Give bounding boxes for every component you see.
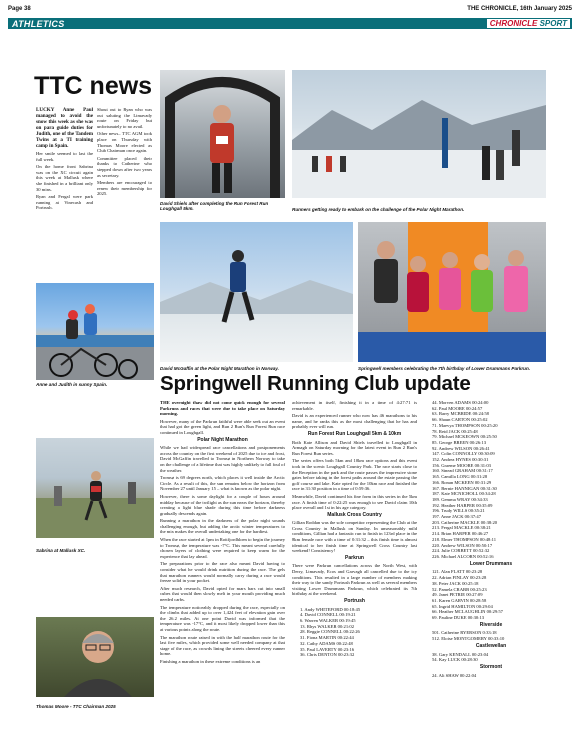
result-line: 1. Andy WHITEFORD 00:18:45 [300,606,361,612]
results-heading-lower-drummans: Lower Drummans [469,560,513,567]
photo-lower-drummans [358,222,546,362]
photo-sabrina [36,438,154,538]
results-heading-stormont: Stormont [479,663,503,670]
results-stormont: 24. Ali SHAW 00:22:04 [432,672,477,678]
finish-arch-image [160,70,285,198]
springwell-results-column [432,400,550,678]
result-line: 31. Fiona MARTIN 00:22:44 [300,635,354,641]
result-line: 35. Paul LAVERTY 00:23:16 [300,646,355,652]
photo-anne-judith [36,283,154,380]
subhead-parkrun: Parkrun [345,554,364,561]
result-line: 6. Warren WALKER 00:19:45 [300,618,356,623]
ttc-column-2: Shout out to Ryan who was out saluting the Limavady route on Friday but unfortunately to no avail. Other news– TTC AGM took place on Thursday with Thomas Moore elected as Club Chairman once again. Committee placed their thanks to Catherine who stepped down after two years as secretary. Members are encouraged to renew their membership for 2025. [97,107,152,197]
results-castlewellan: 38. Gary KENDALL 00:23:04 54. Kay LUCK 00:28:30 [432,651,489,663]
ttc-title: TTC news [34,72,153,100]
caption-anne-judith: Anne and Judith in sunny Spain. [36,382,108,387]
results-portrush-cont: 44. Morven ADAMS 00:24:00 62. Paul MOORE 00:24:57 63. Barry MCBRIDE 00:24:58 66. Shaun CARTON 00:25:02 71. Maevya THOMPSON 00:25:20 78. Reid JACK 00:25:48 79. Michael MCKEOWN 00:25:50 85. George BREEN 00:26:13 92. Andrew WILSON 00:26:41 147. Colin CONNOLLY 00:30:09 152. Andrea HYNES 00:30:31 156. Graeme MOORE 00:31:03 160. Sinead GRAHAM 00:31:17 165. Camilla LONG 00:31:28 166. Ronan MCKEEN 00:31:29 167. Bernie HANNIGAN 00:31:30 187. Kate MCNICHOLL 00:34:28 189. Gemma WRAY 00:34:33 192. Heather HARPER 00:35:09 196. Trudy WILLS 00:35:21 197. Anne JACK 00:37:47 203. Catherine MACKLE 00:38:20 213. Fergal MACKLE 00:38:21 214. Brian HARPER 00:46:27 218. Elmer THOMPSON 00:48:11 220. Andrew WILSON 00:50:17 224. Julie CORBETT 00:52:32 226. Michael ALCORN 00:52:16 [432,400,498,559]
polar-runners-image [292,70,546,198]
photo-david-mcgaffin [160,222,353,362]
caption-sabrina: Sabrina at Mallusk XC. [36,548,86,553]
paper-date: THE CHRONICLE, 16th January 2025 [467,6,572,12]
cyclists-image [36,283,154,380]
subhead-mallusk: Mallusk Cross Country [327,511,382,518]
caption-thomas-moore: Thomas Moore - TTC Chairman 2025 [36,704,116,709]
caption-david-mcgaffin: David McGaffin at the Polar Night Marathon in Norway. [160,366,279,371]
page-header [8,6,572,16]
photo-polar-start [292,70,546,198]
group-photo-image [358,222,546,362]
ttc-column-1: LUCKY Anne Paul managed to avoid the snow this week as she was on para guide duties for Judith, one of the Tandem Twins at a TI training camp in Spain. Her smile seemed to last the full week. On the home front Sabrina was on the XC circuit again this week at Mallusk where she finished in a brilliant only 30 mins. Ryan and Fergal were park running at Vinecash and Portrush. [36,107,93,211]
caption-lower-drummans: Springwell members celebrating the 7th birthday of Lower Drummans Parkrun. [358,366,531,371]
caption-polar-start: Runners getting ready to embark on the challenge of the Polar Night Marathon. [292,207,465,212]
springwell-column-1: THE overnight thaw did not come quick enough for several Parkruns and races that were due to take place on Saturday morning. However, many of the Parkrun faithful were able seek out an event that had got the green light, and Run 2 Run's Run Forest Run race continued in Loughgall. Polar Night Marathon While we had widespread race cancellations and postponements across the country on the first weekend of 2025 due to ice and frost, David McGaffin travelled to Tromsø in Northern Norway to take on the challenge of a lifetime that was highly unlikely to fall foul of the weather. Tromsø is 69 degrees north, which places it well inside the Arctic Circle. As a result of this, the sun remains below the horizon from November 27 until January 15 – what is known as the polar night. However, there is some daylight for a couple of hours around midday because of the twilight as the sun nears the horizon, thereby creating a light blue shade during this time before darkness gradually descends again. Running a marathon in the darkness of the polar night sounds challenging enough, but adding the arctic winter temperatures to the mix makes the overall undertaking one for the hardiest. When the race started at 1pm in Rottfjordhloen to begin the journey to Tromsø, the temperature was -7°C. This meant several carefully chosen layers of clothing were required to keep warm for the experience that lay ahead. The preparations prior to the race also meant David having to consider what he would drink nutrition during the race. The gels that marathon runners would normally carry during a race would freeze solid in your pocket. After much research, David opted for mars bars cut into small cubes that would then slowly melt in your mouth providing much needed carbs. The temperature noticeably dropped during the race, especially on the climbs that added up to over 1,424 feet of elevation gain over the 26.2 miles. At one point David was informed that the temperature was -17°C, and it most likely dropped lower than this at various points along the route. The marathon route raised in with the half marathon route for the last five miles, which provided some well needed company at that stage of the race, as crowds lining the streets cheered every runner home. Finishing a marathon in these extreme conditions is an [160,400,285,664]
results-lower-drummans: 121. Alan FLATT 00:23:28 22. Adrian FINLAY 00:23:28 38. Peter JACK 00:25:18 52. Pamela CRABB 00:25:23 49. Janet PETRIE 00:27:09 61. Karen GARVIN 00:28:58 65. Ingrid HAMILTON 00:29:04 66. Heather MCLAUGHLIN 00:29:57 69. Pauline DUKE 00:30:13 [432,569,503,621]
springwell-column-2: achievement in itself, finishing it in a time of 4:27:71 is remarkable. David is an experienced runner who now has 46 marathons to his name, and he ranks this as the most challenging that he has and probably ever will run. Run Forest Run Loughgall 5km & 10km Both Kate Allison and David Shiels travelled to Loughgall in Armagh on Saturday morning for the latest event in Run 2 Run's Run Forest Run series. The series offers both 5km and 10km race options and this event took in the scenic Loughgall Country Park. The race starts close to the Reception in the park and the route passes the impressive stone gates before taking in the forest paths around the estate passing the golf course and lake. Kate opted for the 10km race and finished the race in 31:30 position in a time of 0:59:36. Meanwhile, David continued his fine form in this series in the 5km race. A finish time of 0:22:25 was enough to see David claim 10th place overall and 1st in his age category. Mallusk Cross Country Gillian Roddan was the sole competitor representing the Club at the Cross Country in Mallusk on Sunday. In unseasonably mild conditions, Gillian had a fantastic run to finish in 123rd place in the 8km female race with a time of 0:31:32 – this finish time is almost identical to her finish time at Springwell Cross Country last weekend! Consistency! Parkrun There were Parkrun cancellations across the North West, with Derry, Limavady, Ecos and Garvagh all cancelled due to the icy conditions. This resulted in a large number of members making their way to the sandy Portrush Parkrun as well as several members visiting Lower Drummans Parkrun, which celebrated its 7th birthday at the weekend. Portrush 1. Andy WHITEFORD 00:18:45 4. David CONNELL 00:19:21 6. Warren WALKER 00:19:45 13. Rhys WALKER 00:21:02 28. Reggie CONNELL 00:22:26 31. Fiona MARTIN 00:22:44 32. Cathy ADAMS 00:22:48 35. Paul LAVERTY 00:23:16 36. Chris DENTON 00:23:32 [292,400,417,658]
result-line: 32. Cathy ADAMS 00:22:48 [300,640,353,646]
brand-logo: CHRONICLE SPORT [487,19,570,28]
runners-xc-image [36,438,154,538]
page-number: Page 38 [8,6,31,12]
result-line: 36. Chris DENTON 00:23:32 [300,652,355,658]
subhead-polar-night: Polar Night Marathon [197,436,248,443]
result-line: 28. Reggie CONNELL 00:22:26 [300,629,360,635]
springwell-headline: Springwell Running Club update [160,372,471,395]
snow-runner-image [160,222,353,362]
caption-david-shiels: David Shiels after completing the Run Forest Run Loughgall 5km. [160,201,269,212]
results-portrush [292,607,417,658]
photo-thomas-moore [36,617,154,697]
result-line: 4. David CONNELL 00:19:21 [300,612,356,618]
section-label: ATHLETICS [12,18,65,29]
portrait-image [36,617,154,697]
photo-david-shiels [160,70,285,198]
results-heading-portrush: Portrush [344,598,365,604]
results-heading-riverside: Riverside [479,621,503,628]
results-riverside: 501. Catherine RYERSON 0:33:18 512. Eloise MONTGOMERY 00:33:10 [432,630,505,642]
result-line: 13. Rhys WALKER 00:21:02 [300,623,355,629]
results-heading-castlewellan: Castlewellan [475,642,507,649]
subhead-run-forest-run: Run Forest Run Loughgall 5km & 10km [307,430,402,437]
section-bar [8,18,572,29]
